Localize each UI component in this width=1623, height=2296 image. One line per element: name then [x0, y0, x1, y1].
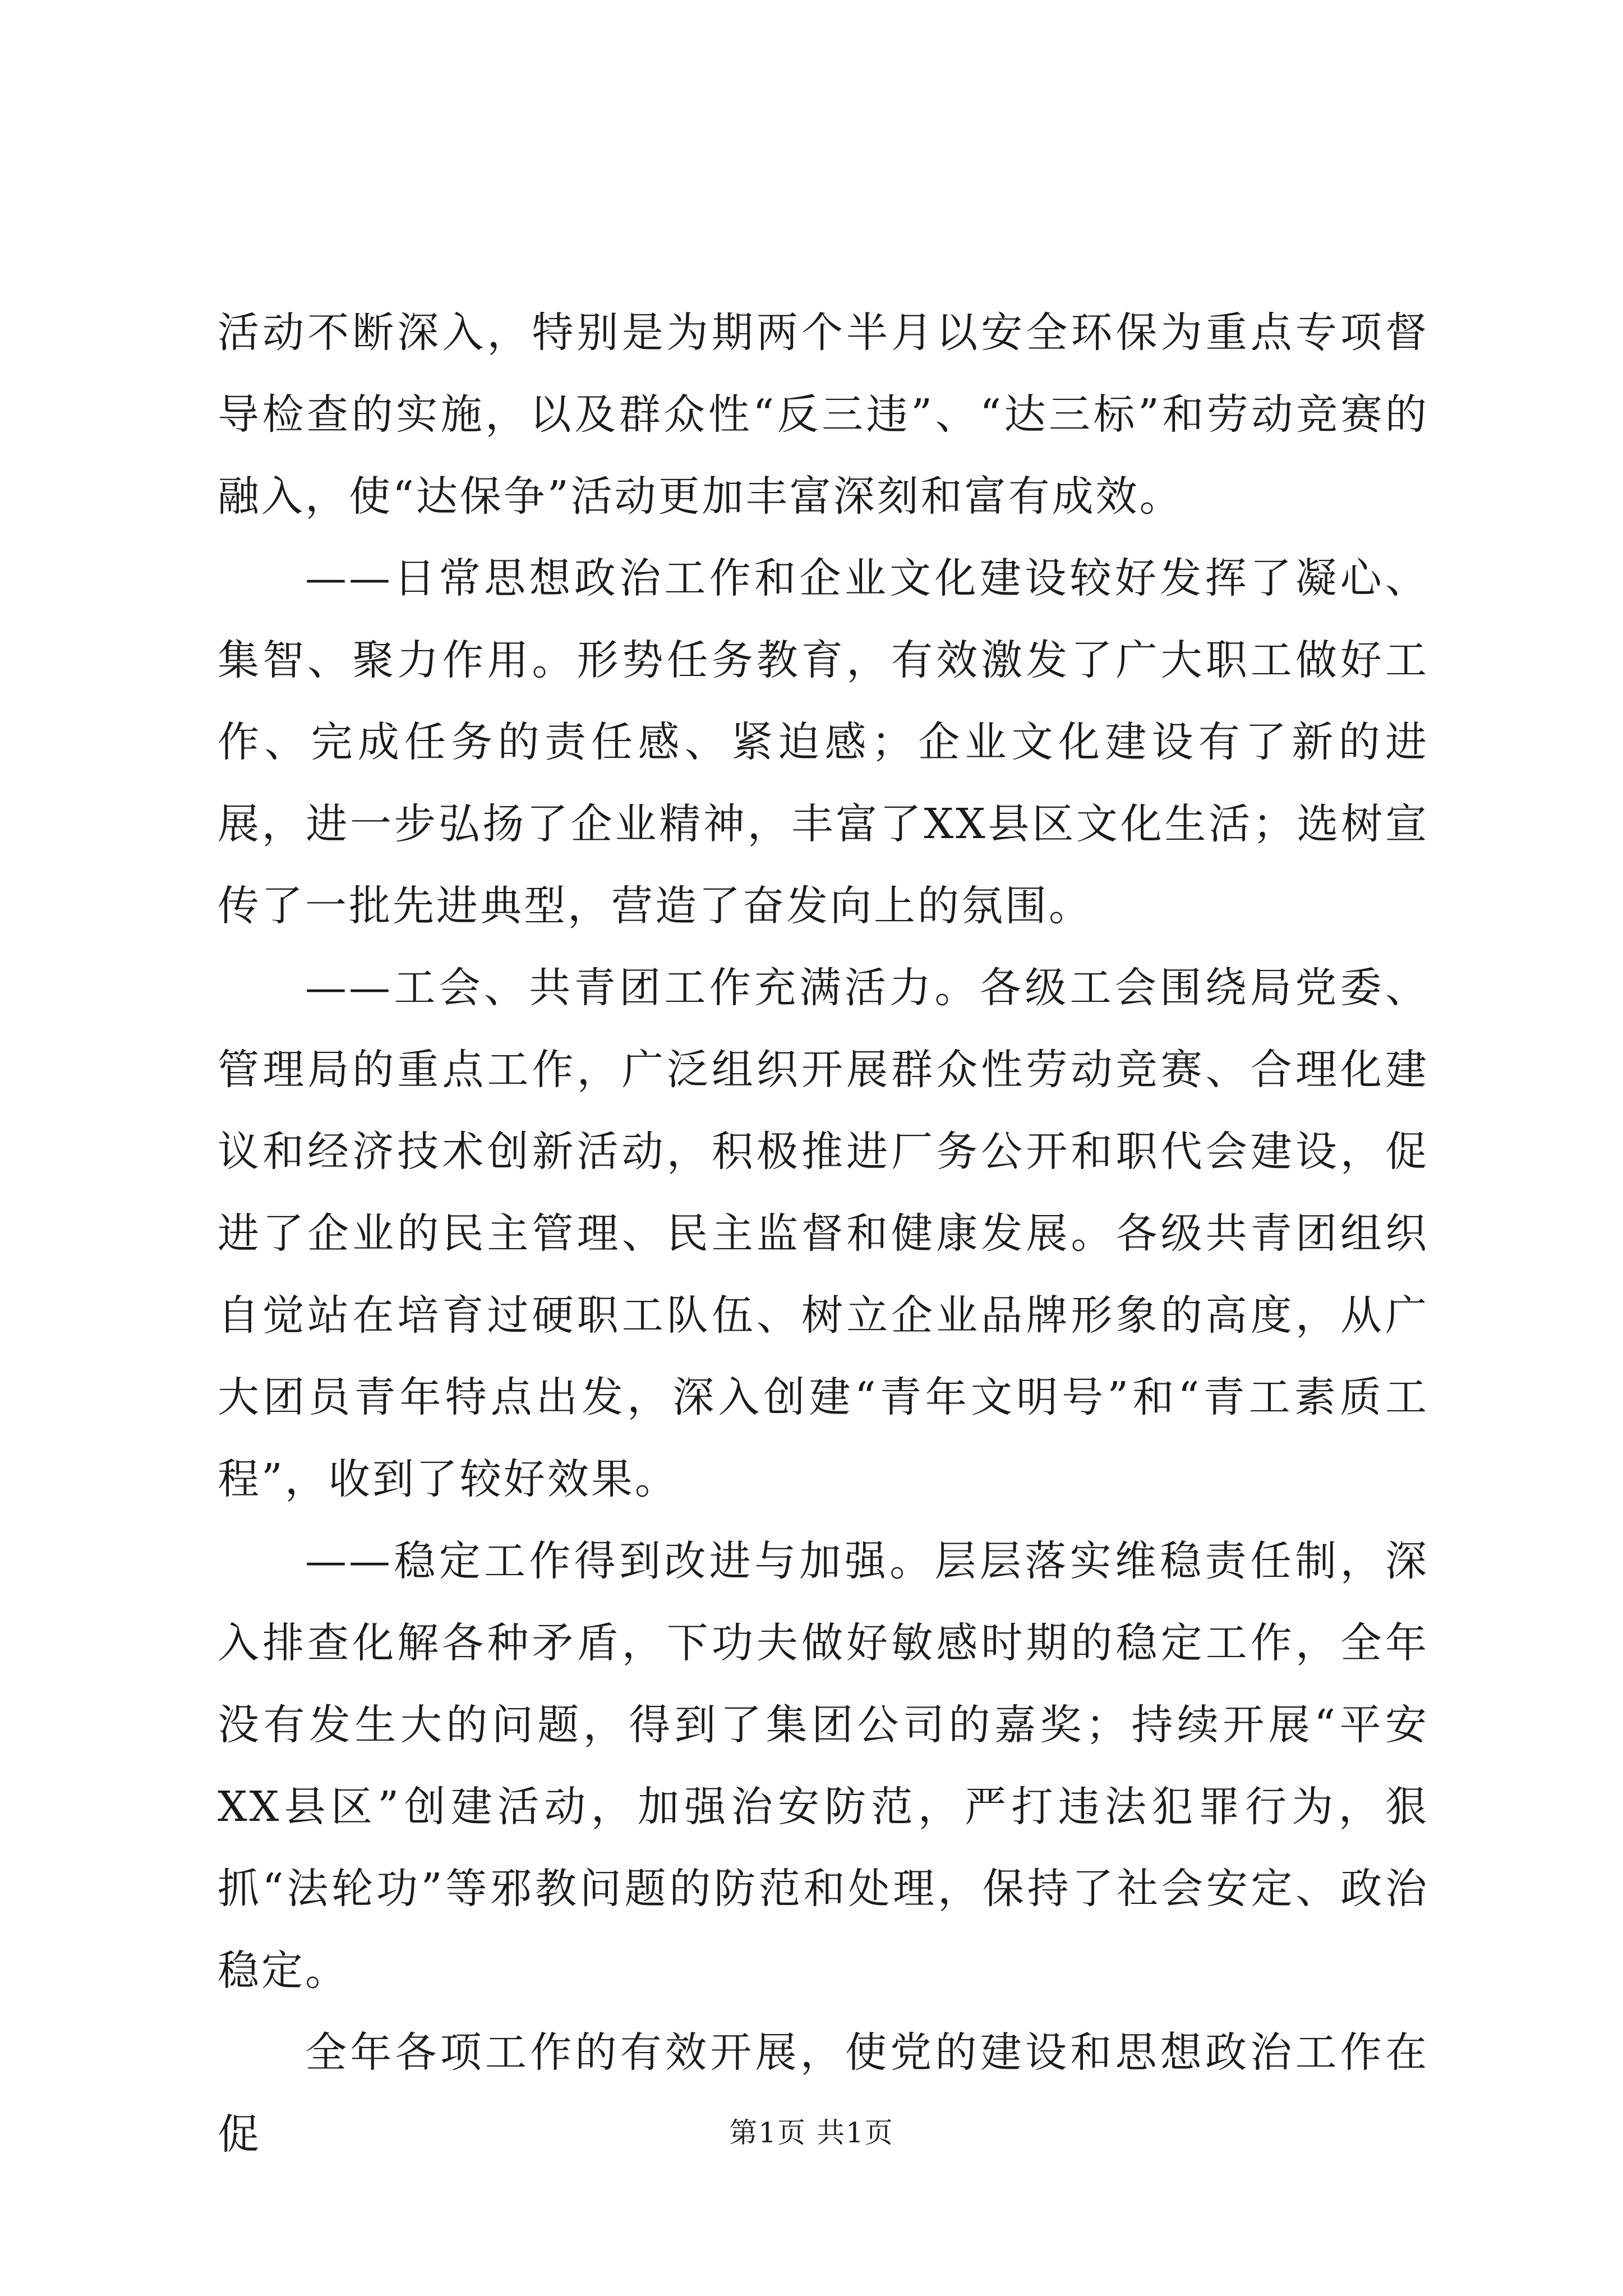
paragraph-summary: 全年各项工作的有效开展，使党的建设和思想政治工作在促 [218, 2028, 1429, 2159]
paragraph-union-youth: ——工会、共青团工作充满活力。各级工会围绕局党委、管理局的重点工作，广泛组织开展群众性劳动竞赛、合理化建议和经济技术创新活动，积极推进厂务公开和职代会建设，促进了企业的民主管理、民主监督和健康发展。各级共青团组织自觉站在培育过硬职工队伍、树立企业品牌形象的高度，从广大团员青年特点出发，深入创建“青年文明号”和“青工素质工程”，收到了较好效果。 [218, 964, 1429, 1503]
page-footer: 第1页 共1页 [729, 2116, 894, 2149]
paragraph-continuation: 活动不断深入，特别是为期两个半月以安全环保为重点专项督导检查的实施，以及群众性“反三违”、“达三标”和劳动竞赛的融入，使“达保争”活动更加丰富深刻和富有成效。 [218, 309, 1429, 521]
paragraph-stability: ——稳定工作得到改进与加强。层层落实维稳责任制，深入排查化解各种矛盾，下功夫做好敏感时期的稳定工作，全年没有发生大的问题，得到了集团公司的嘉奖；持续开展“平安XX县区”创建活动，加强治安防范，严打违法犯罪行为，狠抓“法轮功”等邪教问题的防范和处理，保持了社会安定、政治稳定。 [218, 1537, 1429, 1995]
document-body [218, 292, 1429, 2175]
paragraph-ideology-culture: ——日常思想政治工作和企业文化建设较好发挥了凝心、集智、聚力作用。形势任务教育，有效激发了广大职工做好工作、完成任务的责任感、紧迫感；企业文化建设有了新的进展，进一步弘扬了企业精神，丰富了XX县区文化生活；选树宣传了一批先进典型，营造了奋发向上的氛围。 [218, 554, 1429, 930]
